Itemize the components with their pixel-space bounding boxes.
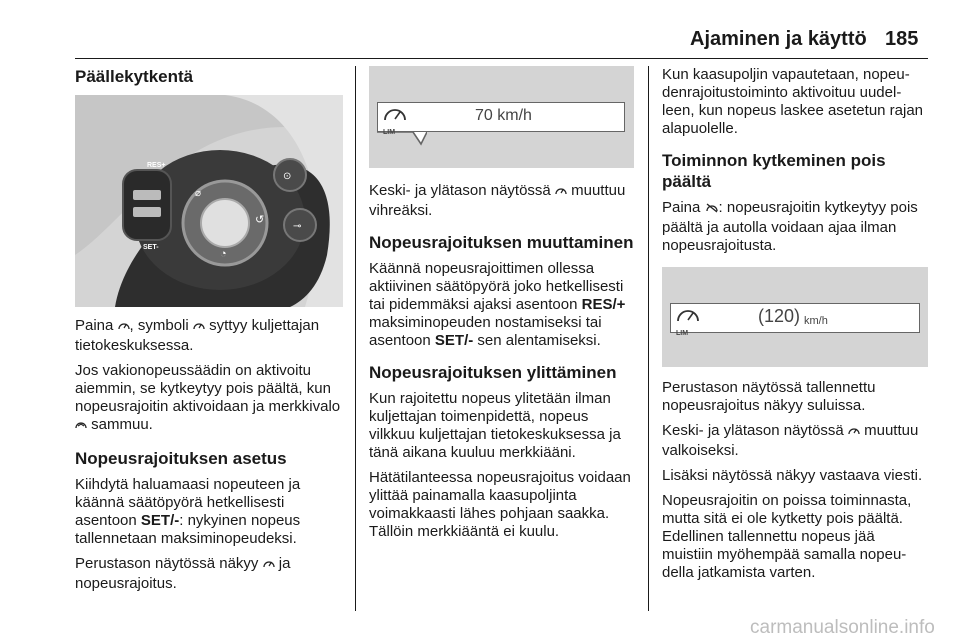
svg-text:◔: ◔ [220, 248, 227, 260]
display-figure-120 [662, 267, 928, 367]
paragraph: Paina , symboli syttyy kuljettajan tietokeskuksessa. [75, 317, 320, 354]
speed-limiter-icon [555, 184, 567, 202]
paragraph: Kiihdytä haluamaasi nopeuteen ja käännä säätöpyörä hetkellisesti asentoon SET/-: nykyinen nopeus tallennetaan maksiminopeudeksi. [75, 476, 301, 547]
section-heading-changing: Nopeusrajoituksen muuttaminen [369, 233, 634, 252]
column-1 [75, 66, 343, 600]
paragraph: Perustason näytössä näkyy ja nopeusrajoitus. [75, 555, 291, 592]
stored-speed-value: (120) [758, 306, 801, 326]
paragraph: Hätätilanteessa nopeusrajoitus voidaan ylittää painamalla kaasupoljinta voimakkaasti lähes pohjaan saakka. Tällöin merkkiääntä ei kuulu. [369, 469, 631, 540]
speed-limiter-icon [848, 424, 860, 442]
page-number: 185 [885, 28, 919, 50]
set-label: SET- [143, 244, 159, 251]
res-label: RES+ [147, 162, 166, 169]
speed-limiter-icon [193, 319, 205, 337]
steering-wheel-controls-figure [75, 95, 343, 307]
speed-limiter-icon [263, 557, 275, 575]
speed-limiter-icon [383, 106, 409, 124]
watermark: carmanualsonline.info [750, 617, 935, 638]
lim-label: LIM [383, 129, 396, 136]
paragraph: Käännä nopeusrajoittimen ollessa aktiivinen säätöpyörä joko hetkellisesti tai pidemmäksi ajaksi asentoon RES/+ maksiminopeuden nostamiseksi tai asentoon SET/- sen alentamiseksi. [369, 260, 626, 349]
paragraph: Lisäksi näytössä näkyy vastaava viesti. [662, 467, 923, 484]
cruise-control-icon [75, 418, 87, 436]
speed-value: 70 km/h [475, 107, 532, 124]
paragraph: Paina : nopeusrajoitin kytkeytyy pois päältä ja autolla voidaan ajaa ilman nopeusrajoitusta. [662, 199, 918, 254]
svg-text:⌀: ⌀ [195, 188, 202, 199]
svg-text:⊸: ⊸ [293, 221, 302, 232]
speed-limiter-icon [118, 319, 130, 337]
steering-wheel-illustration [75, 95, 343, 307]
column-divider-1 [355, 66, 356, 611]
section-heading-setting: Nopeusrajoituksen asetus [75, 449, 287, 468]
paragraph: Jos vakionopeussäädin on aktivoitu aiemmin, se kytkeytyy pois päältä, kun nopeusrajoitin aktivoidaan ja merkkivalo sammuu. [75, 362, 343, 436]
svg-text:↺: ↺ [255, 214, 265, 226]
display-figure-70 [369, 66, 634, 168]
section-heading-deactivation: Toiminnon kytkeminen pois päältä [662, 151, 886, 191]
paragraph: Kun kaasupoljin vapautetaan, nopeudenrajoitustoiminto aktivoituu uudelleen, kun nopeus laskee asetetun rajan alapuolelle. [662, 66, 924, 137]
lim-label: LIM [676, 330, 689, 337]
speed-limiter-icon [676, 307, 702, 325]
svg-text:⊙: ⊙ [283, 171, 292, 182]
paragraph: Nopeusrajoitin on poissa toiminnasta, mutta sitä ei ole kytketty pois päältä. Edellinen tallennettu nopeus jää muistiin myöhempää samalla nopeudella jatkamista varten. [662, 492, 912, 581]
section-heading-exceeding: Nopeusrajoituksen ylittäminen [369, 363, 617, 382]
speed-limiter-off-icon [705, 201, 719, 219]
header-divider [75, 58, 928, 59]
paragraph: Perustason näytössä tallennettu nopeusrajoitus näkyy suluissa. [662, 379, 876, 414]
column-2 [369, 66, 634, 548]
column-divider-2 [648, 66, 649, 611]
section-heading-activation: Päällekytkentä [75, 67, 194, 86]
speed-unit: km/h [804, 315, 828, 327]
paragraph: Kun rajoitettu nopeus ylitetään ilman kuljettajan toimenpidettä, nopeus vilkkuu kuljettajan tietokeskuksessa ja tänä aikana kuuluu merkkiääni. [369, 390, 621, 461]
paragraph: Keski- ja ylätason näytössä muuttuu vihreäksi. [369, 182, 626, 219]
running-header-title: Ajaminen ja käyttö [690, 28, 867, 50]
paragraph: Keski- ja ylätason näytössä muuttuu valkoiseksi. [662, 422, 919, 459]
column-3 [662, 66, 928, 589]
